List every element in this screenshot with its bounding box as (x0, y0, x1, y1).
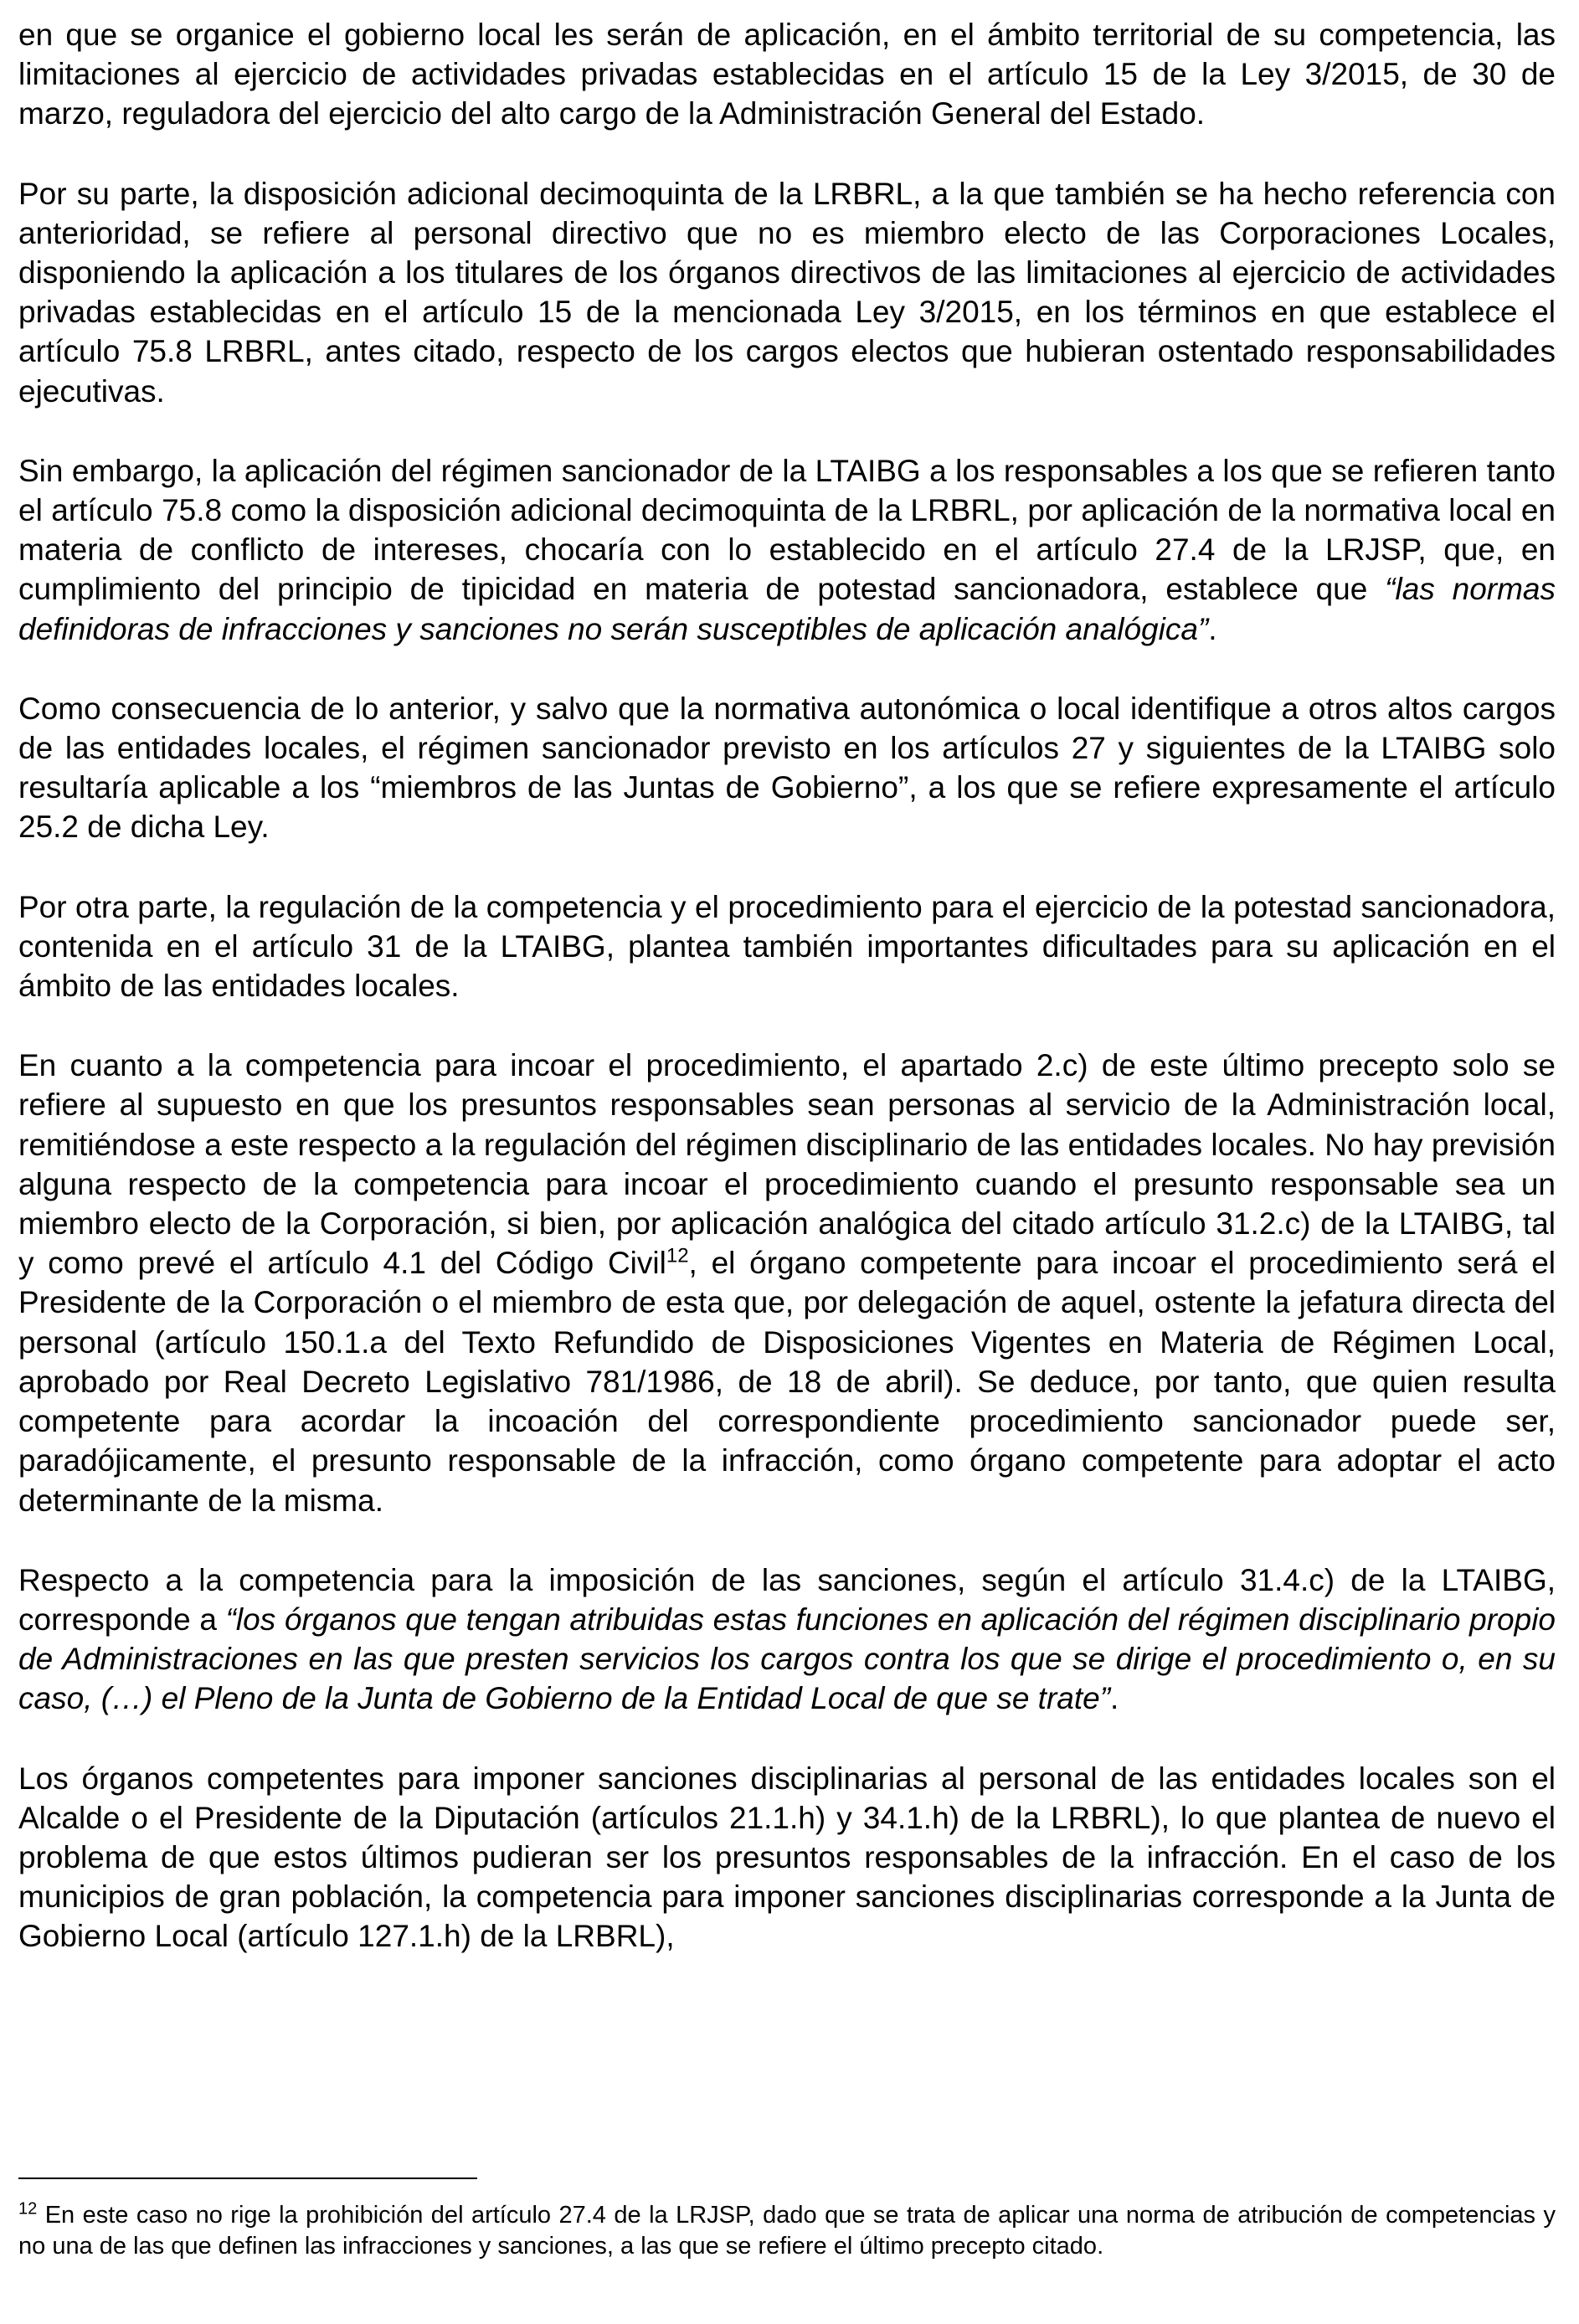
paragraph-8-text: Los órganos competentes para imponer sanciones disciplinarias al personal de las entidades locales son el Alcalde o el Presidente de la Diputación (artículos 21.1.h) y 34.1.h) de la LRBRL), lo que plantea de nuevo el problema de que estos últimos pudieran ser los presuntos responsables de la infracción. En el caso de los municipios de gran población, la competencia para imponer sanciones disciplinarias corresponde a la Junta de Gobierno Local (artículo 127.1.h) de la LRBRL), (18, 1761, 1556, 1954)
paragraph-7-quote: “los órganos que tengan atribuidas estas funciones en aplicación del régimen disciplinario propio de Administraciones en las que presten servicios los cargos contra los que se dirige el procedimiento o, en su caso, (…) el Pleno de la Junta de Gobierno de la Entidad Local de que se trate” (18, 1602, 1556, 1716)
paragraph-6-continuation: , el órgano competente para incoar el procedimiento será el Presidente de la Corporación o el miembro de esta que, por delegación de aquel, ostente la jefatura directa del personal (artículo 150.1.a del Texto Refundido de Disposiciones Vigentes en Materia de Régimen Local, aprobado por Real Decreto Legislativo 781/1986, de 18 de abril). Se deduce, por tanto, que quien resulta competente para acordar la incoación del correspondiente procedimiento sancionador puede ser, paradójicamente, el presunto responsable de la infracción, como órgano competente para adoptar el acto determinante de la misma. (18, 1246, 1556, 1518)
paragraph-4 (18, 689, 1556, 847)
paragraph-2-text: Por su parte, la disposición adicional decimoquinta de la LRBRL, a la que también se ha hecho referencia con anterioridad, se refiere al personal directivo que no es miembro electo de las Corporaciones Locales, disponiendo la aplicación a los titulares de los órganos directivos de las limitaciones al ejercicio de actividades privadas establecidas en el artículo 15 de la mencionada Ley 3/2015, en los términos en que establece el artículo 75.8 LRBRL, antes citado, respecto de los cargos electos que hubieran ostentado responsabilidades ejecutivas. (18, 176, 1556, 409)
paragraph-5 (18, 887, 1556, 1006)
paragraph-3-quote: “las normas definidoras de infracciones y sanciones no serán susceptibles de aplicación analógica” (18, 572, 1556, 646)
footnote-number: 12 (18, 2199, 38, 2219)
paragraph-3-end: . (1208, 611, 1217, 646)
paragraph-7 (18, 1560, 1556, 1719)
footnote-text: En este caso no rige la prohibición del artículo 27.4 de la LRJSP, dado que se trata de aplicar una norma de atribución de competencias y no una de las que definen las infracciones y sanciones, a las que se refiere el último precepto citado. (18, 2202, 1556, 2260)
paragraph-7-end: . (1110, 1681, 1119, 1716)
paragraph-7-text: Respecto a la competencia para la imposición de las sanciones, según el artículo 31.4.c) de la LTAIBG, corresponde a (18, 1562, 1556, 1637)
paragraph-3 (18, 451, 1556, 649)
paragraph-1 (18, 15, 1556, 134)
footnote (18, 2200, 1556, 2262)
paragraph-3-text: Sin embargo, la aplicación del régimen sancionador de la LTAIBG a los responsables a los que se refieren tanto el artículo 75.8 como la disposición adicional decimoquinta de la LRBRL, por aplicación de la normativa local en materia de conflicto de intereses, chocaría con lo establecido en el artículo 27.4 de la LRJSP, que, en cumplimiento del principio de tipicidad en materia de potestad sancionadora, establece que (18, 453, 1556, 607)
paragraph-1-text: en que se organice el gobierno local les serán de aplicación, en el ámbito territorial de su competencia, las limitaciones al ejercicio de actividades privadas establecidas en el artículo 15 de la Ley 3/2015, de 30 de marzo, reguladora del ejercicio del alto cargo de la Administración General del Estado. (18, 18, 1556, 131)
paragraph-8 (18, 1759, 1556, 1956)
footnote-separator (18, 2177, 477, 2179)
paragraph-6-text: En cuanto a la competencia para incoar el procedimiento, el apartado 2.c) de este último precepto solo se refiere al supuesto en que los presuntos responsables sean personas al servicio de la Administración local, remitiéndose a este respecto a la regulación del régimen disciplinario de las entidades locales. No hay previsión alguna respecto de la competencia para incoar el procedimiento cuando el presunto responsable sea un miembro electo de la Corporación, si bien, por aplicación analógica del citado artículo 31.2.c) de la LTAIBG, tal y como prevé el artículo 4.1 del Código Civil (18, 1048, 1556, 1281)
paragraph-2 (18, 174, 1556, 411)
document-page (18, 15, 1556, 1997)
paragraph-5-text: Por otra parte, la regulación de la competencia y el procedimiento para el ejercicio de la potestad sancionadora, contenida en el artículo 31 de la LTAIBG, plantea también importantes dificultades para su aplicación en el ámbito de las entidades locales. (18, 889, 1556, 1004)
footnote-reference[interactable]: 12 (666, 1244, 689, 1267)
paragraph-4-text: Como consecuencia de lo anterior, y salvo que la normativa autonómica o local identifique a otros altos cargos de las entidades locales, el régimen sancionador previsto en los artículos 27 y siguientes de la LTAIBG solo resultaría aplicable a los “miembros de las Juntas de Gobierno”, a los que se refiere expresamente el artículo 25.2 de dicha Ley. (18, 691, 1556, 845)
paragraph-6 (18, 1046, 1556, 1519)
